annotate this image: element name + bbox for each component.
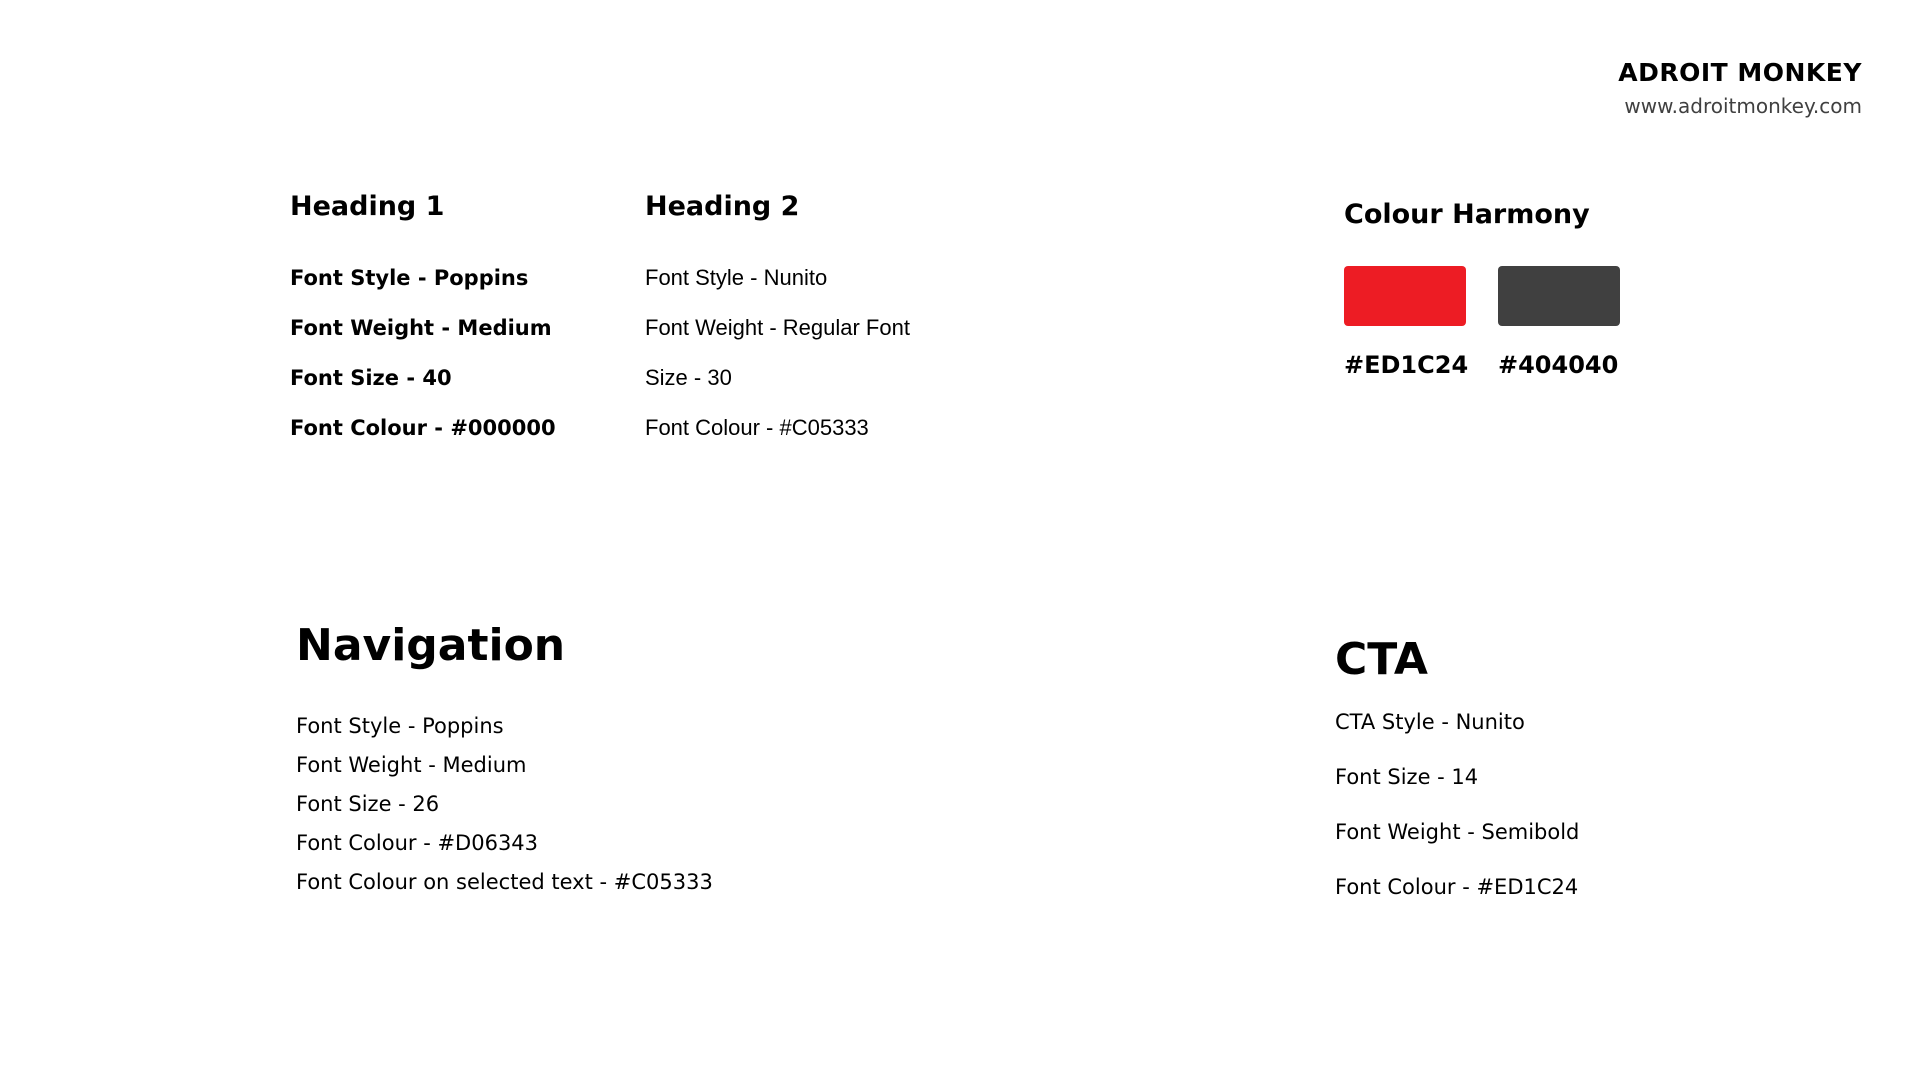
heading1-title: Heading 1 — [290, 191, 445, 222]
cta-title: CTA — [1335, 634, 1428, 685]
heading2-font-style: Font Style - Nunito — [645, 265, 828, 290]
brand-name: ADROIT MONKEY — [1618, 58, 1862, 87]
navigation-font-colour: Font Colour - #D06343 — [296, 831, 539, 855]
cta-style: CTA Style - Nunito — [1335, 710, 1525, 734]
heading1-font-colour: Font Colour - #000000 — [290, 416, 556, 440]
heading2-spec-block — [645, 190, 1065, 450]
swatch-dark-grey — [1498, 266, 1620, 326]
heading2-size: Size - 30 — [645, 365, 732, 390]
navigation-selected-colour: Font Colour on selected text - #C05333 — [296, 870, 713, 894]
navigation-font-size: Font Size - 26 — [296, 792, 440, 816]
colour-harmony-block — [1344, 198, 1674, 398]
cta-spec-block — [1335, 632, 1755, 922]
cta-font-weight: Font Weight - Semibold — [1335, 820, 1580, 844]
navigation-font-style: Font Style - Poppins — [296, 714, 504, 738]
brand-header — [1618, 57, 1862, 121]
brand-url: www.adroitmonkey.com — [1624, 94, 1862, 118]
heading2-font-weight: Font Weight - Regular Font — [645, 315, 910, 340]
swatch-red — [1344, 266, 1466, 326]
navigation-spec-block — [296, 618, 896, 908]
colour-harmony-title: Colour Harmony — [1344, 199, 1590, 230]
swatch-red-code: #ED1C24 — [1344, 351, 1469, 379]
cta-font-colour: Font Colour - #ED1C24 — [1335, 875, 1579, 899]
heading1-font-weight: Font Weight - Medium — [290, 316, 552, 340]
heading1-spec-block — [290, 190, 620, 450]
swatch-dark-grey-code: #404040 — [1498, 351, 1619, 379]
navigation-font-weight: Font Weight - Medium — [296, 753, 527, 777]
cta-font-size: Font Size - 14 — [1335, 765, 1479, 789]
heading1-font-style: Font Style - Poppins — [290, 266, 529, 290]
heading2-font-colour: Font Colour - #C05333 — [645, 415, 869, 440]
heading1-font-size: Font Size - 40 — [290, 366, 452, 390]
heading2-title: Heading 2 — [645, 191, 800, 222]
navigation-title: Navigation — [296, 620, 566, 671]
